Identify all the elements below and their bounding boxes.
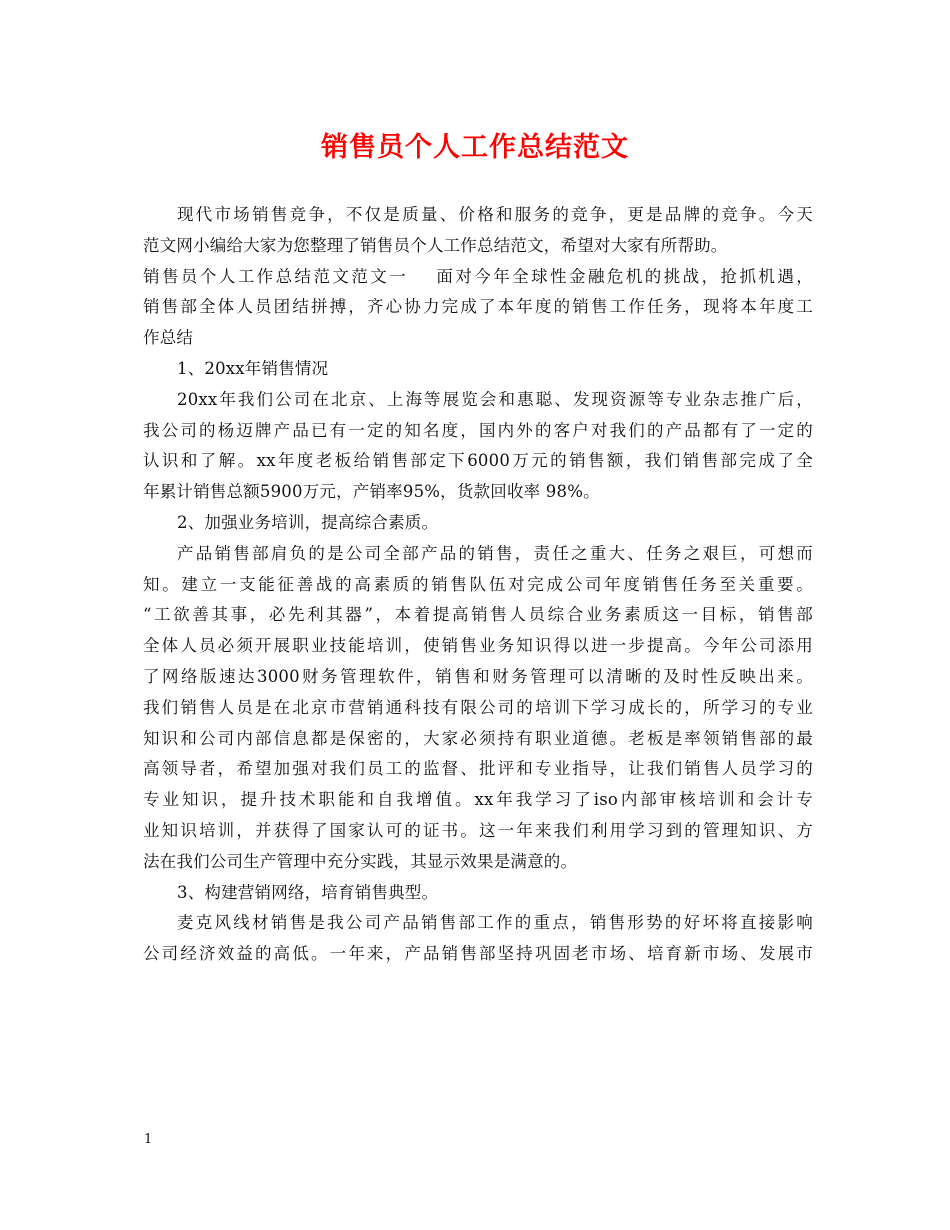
paragraph-line: 认识和了解。xx年度老板给销售部定下6000万元的销售额，我们销售部完成了全 xyxy=(143,451,813,471)
paragraph-line: 知。建立一支能征善战的高素质的销售队伍对完成公司年度销售任务至关重要。 xyxy=(143,574,813,594)
paragraph-line: 现代市场销售竞争，不仅是质量、价格和服务的竞争，更是品牌的竞争。今天 xyxy=(177,205,813,224)
page-number: 1 xyxy=(144,1132,153,1147)
paragraph-line: 麦克风线材销售是我公司产品销售部工作的重点，销售形势的好坏将直接影响 xyxy=(177,913,813,933)
document-title: 销售员个人工作总结范文 xyxy=(321,132,629,163)
paragraph-line: 作总结 xyxy=(143,328,194,348)
paragraph-line: 我公司的杨迈牌产品已有一定的知名度，国内外的客户对我们的产品都有了一定的 xyxy=(143,420,813,440)
paragraph-line: 业知识培训，并获得了国家认可的证书。这一年来我们利用学习到的管理知识、方 xyxy=(143,820,813,840)
paragraph-line: 销售部全体人员团结拼搏，齐心协力完成了本年度的销售工作任务，现将本年度工 xyxy=(143,297,813,317)
paragraph-line: 产品销售部肩负的是公司全部产品的销售，责任之重大、任务之艰巨，可想而 xyxy=(177,543,813,563)
section-heading-text: 销售员个人工作总结范文范文一 xyxy=(143,266,409,286)
paragraph-line: “工欲善其事，必先利其器”，本着提高销售人员综合业务素质这一目标，销售部 xyxy=(143,605,813,625)
paragraph-line: 知识和公司内部信息都是保密的，大家必须持有职业道德。老板是率领销售部的最 xyxy=(143,728,813,748)
paragraph-line: 我们销售人员是在北京市营销通科技有限公司的培训下学习成长的，所学习的专业 xyxy=(143,697,813,717)
paragraph-line: 1、20xx年销售情况 xyxy=(177,358,329,378)
paragraph-line xyxy=(143,262,813,293)
paragraph-line: 2、加强业务培训，提高综合素质。 xyxy=(177,512,439,532)
paragraph-line: 了网络版速达3000财务管理软件，销售和财务管理可以清晰的及时性反映出来。 xyxy=(143,666,813,686)
paragraph-text: 面对今年全球性金融危机的挑战，抢抓机遇， xyxy=(434,266,813,286)
paragraph-line: 范文网小编给大家为您整理了销售员个人工作总结范文，希望对大家有所帮助。 xyxy=(143,235,728,255)
paragraph-line: 全体人员必须开展职业技能培训，使销售业务知识得以进一步提高。今年公司添用 xyxy=(143,636,813,656)
paragraph-line: 专业知识，提升技术职能和自我增值。xx年我学习了iso内部审核培训和会计专 xyxy=(143,790,813,810)
paragraph-line: 年累计销售总额5900万元，产销率95%，货款回收率 98%。 xyxy=(143,482,600,502)
paragraph-line: 法在我们公司生产管理中充分实践，其显示效果是满意的。 xyxy=(143,851,578,871)
paragraph-line: 3、构建营销网络，培育销售典型。 xyxy=(177,882,439,902)
document-body xyxy=(143,200,813,970)
paragraph-line: 20xx年我们公司在北京、上海等展览会和惠聪、发现资源等专业杂志推广后， xyxy=(177,389,813,409)
paragraph-line: 公司经济效益的高低。一年来，产品销售部坚持巩固老市场、培育新市场、发展市 xyxy=(143,944,813,964)
paragraph-line: 高领导者，希望加强对我们员工的监督、批评和专业指导，让我们销售人员学习的 xyxy=(143,759,813,779)
